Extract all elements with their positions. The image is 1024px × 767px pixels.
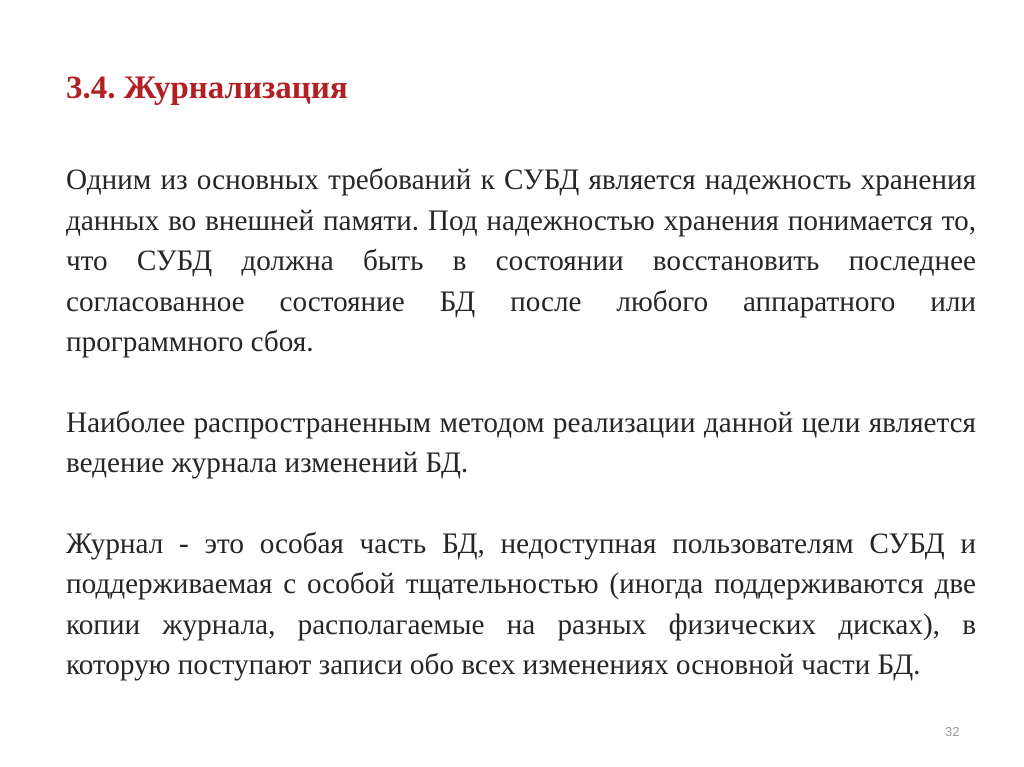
slide-body	[66, 160, 976, 686]
slide-title: 3.4. Журнализация	[66, 70, 348, 106]
paragraph-method: Наиболее распространенным методом реализации данной цели является ведение журнала изменений БД.	[66, 406, 976, 479]
paragraph-reliability: Одним из основных требований к СУБД является надежность хранения данных во внешней памяти. Под надежностью хранения понимается то, что СУБД должна быть в состоянии восстановить последнее согласованное состояние БД после любого аппаратного или программного сбоя.	[66, 164, 976, 358]
page-number: 32	[945, 724, 960, 739]
paragraph-journal-definition: Журнал - это особая часть БД, недоступная пользователям СУБД и поддерживаемая с особой тщательностью (иногда поддерживаются две копии журнала, располагаемые на разных физических дисках), в которую поступают записи обо всех изменениях основной части БД.	[66, 527, 976, 681]
